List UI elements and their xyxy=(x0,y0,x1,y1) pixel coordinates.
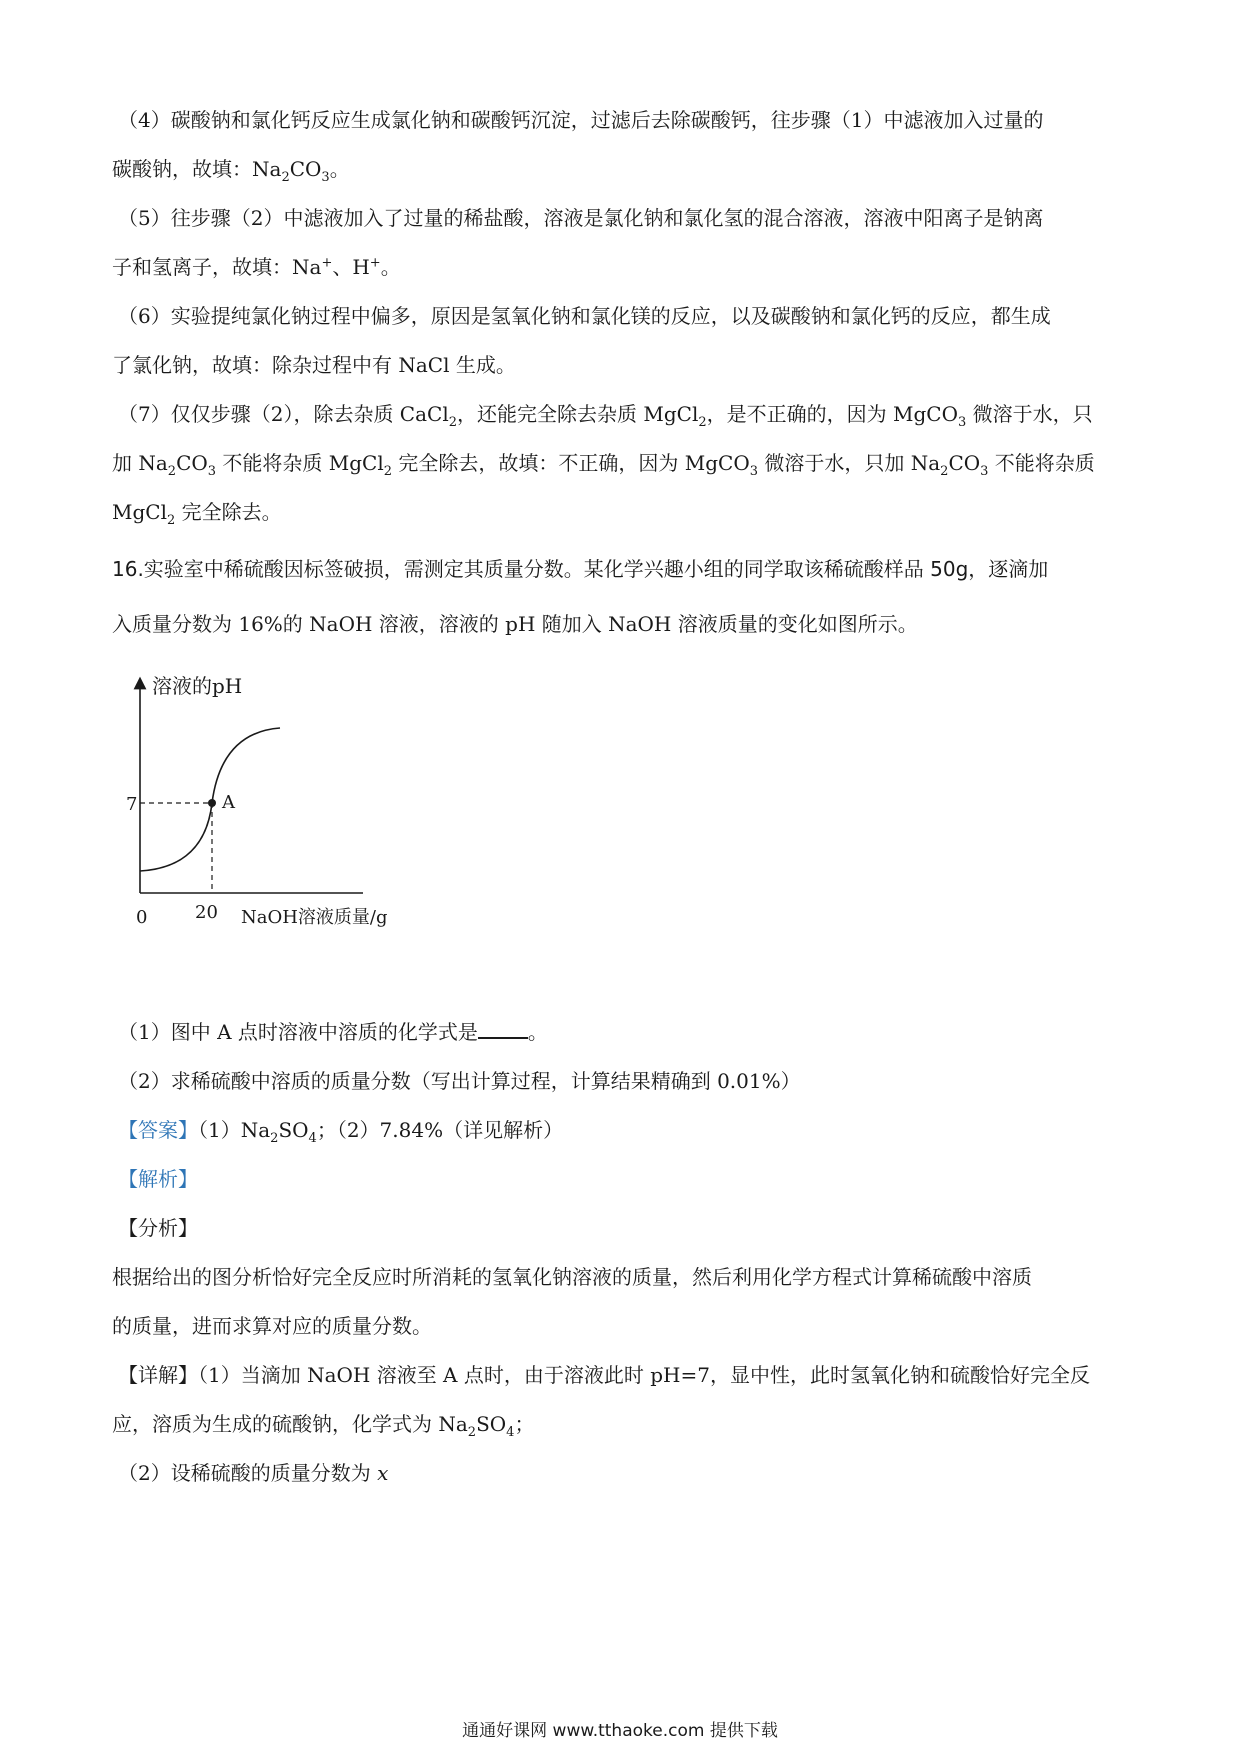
para-7-line-3: MgCl$_2$ 完全除去。 xyxy=(112,500,282,528)
answer-line: 【答案】$(1)Na_2SO_4$；（2）7.84%（详见解析） xyxy=(118,1118,564,1146)
point-a-marker xyxy=(208,799,216,807)
para-4-line-2: 碳酸钠，故填：$Na_2CO_3$。 xyxy=(112,157,350,185)
question-2: （2）求稀硫酸中溶质的质量分数（写出计算过程，计算结果精确到 0.01%） xyxy=(118,1069,801,1093)
footer-text: 通通好课网 www.tthaoke.com 提供下载 xyxy=(462,1721,778,1741)
detail-line-2: 应，溶质为生成的硫酸钠，化学式为 $Na_2SO_4$； xyxy=(112,1412,535,1440)
ph-curve xyxy=(140,728,280,871)
question-16-line-1: 16.实验室中稀硫酸因标签破损，需测定其质量分数。某化学兴趣小组的同学取该稀硫酸样品 50g，逐滴加 xyxy=(112,557,1049,581)
answer-blank xyxy=(478,1019,528,1039)
fenxi-line-2: 的质量，进而求算对应的质量分数。 xyxy=(112,1314,432,1338)
para-4-line-1: （4）碳酸钠和氯化钙反应生成氯化钠和碳酸钙沉淀，过滤后去除碳酸钙，往步骤（1）中滤液加入过量的 xyxy=(118,108,1044,132)
question-16-line-2: 入质量分数为 16%的 NaOH 溶液，溶液的 pH 随加入 NaOH 溶液质量的变化如图所示。 xyxy=(112,612,918,636)
question-1: （1）图中 A 点时溶液中溶质的化学式是 。 xyxy=(118,1020,548,1044)
para-6-line-2: 了氯化钠，故填：除杂过程中有 NaCl 生成。 xyxy=(112,353,516,377)
y-tick-7: 7 xyxy=(126,794,138,815)
para-6-line-1: （6）实验提纯氯化钠过程中偏多，原因是氢氧化钠和氯化镁的反应，以及碳酸钠和氯化钙的反应，都生成 xyxy=(118,304,1051,328)
para-7-line-1: （7）仅仅步骤（2），除去杂质 CaCl$_2$，还能完全除去杂质 MgCl$_2$，是不正确的，因为 MgCO$_3$ 微溶于水，只 xyxy=(118,402,1093,430)
para-5-line-1: （5）往步骤（2）中滤液加入了过量的稀盐酸，溶液是氯化钠和氯化氢的混合溶液，溶液中阳离子是钠离 xyxy=(118,206,1044,230)
analysis-tag: 【解析】 xyxy=(118,1167,198,1191)
y-axis-label: 溶液的pH xyxy=(152,674,243,698)
origin-label: 0 xyxy=(136,907,148,928)
x-axis-label: NaOH溶液质量/g xyxy=(241,907,388,928)
x-tick-20: 20 xyxy=(195,902,218,923)
ph-graph xyxy=(108,665,428,930)
detail-line-3: （2）设稀硫酸的质量分数为 x xyxy=(118,1461,389,1485)
point-a-label: A xyxy=(222,792,235,813)
answer-tag: 【答案】 xyxy=(118,1118,198,1142)
fenxi-tag: 【分析】 xyxy=(118,1216,198,1240)
detail-line-1: 【详解】（1）当滴加 NaOH 溶液至 A 点时，由于溶液此时 pH=7，显中性，此时氢氧化钠和硫酸恰好完全反 xyxy=(118,1363,1090,1387)
detail-tag: 【详解】 xyxy=(118,1363,198,1387)
fenxi-line-1: 根据给出的图分析恰好完全反应时所消耗的氢氧化钠溶液的质量，然后利用化学方程式计算稀硫酸中溶质 xyxy=(112,1265,1032,1289)
para-5-line-2: 子和氢离子，故填：Na+、H+。 xyxy=(112,255,401,279)
para-7-line-2: 加 $Na_2CO_3$ 不能将杂质 MgCl$_2$ 完全除去，故填：不正确，因为 MgCO$_3$ 微溶于水，只加 $Na_2CO_3$ 不能将杂质 xyxy=(112,451,1095,479)
